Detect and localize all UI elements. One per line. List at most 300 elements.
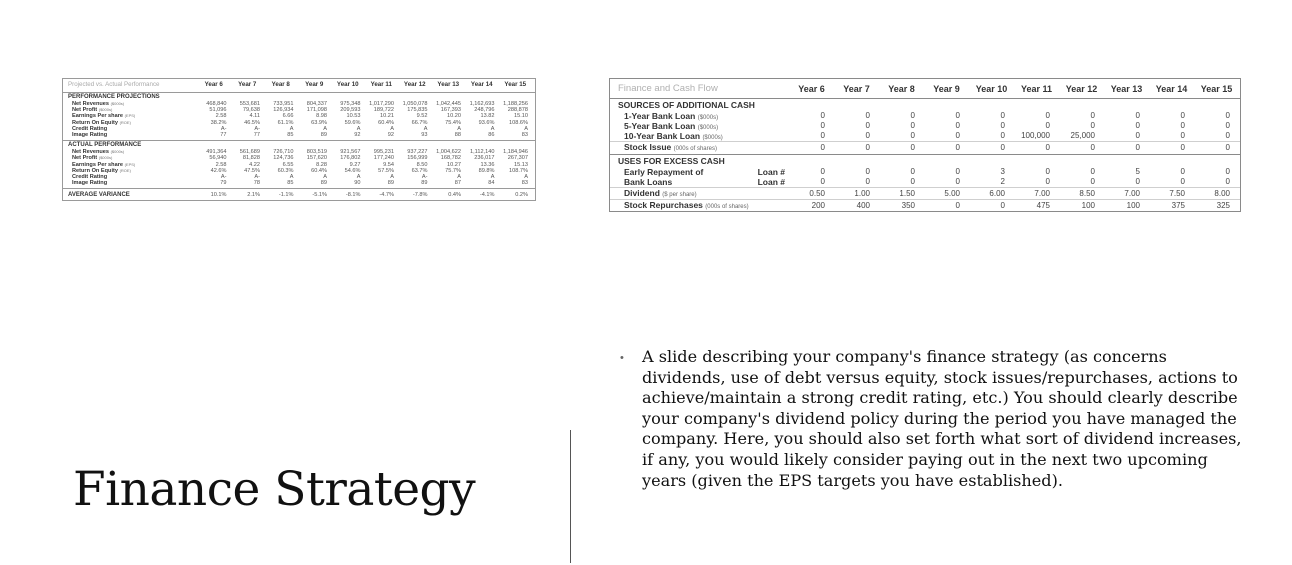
table-cell: 5.00 — [944, 189, 960, 198]
table-cell: 59.6% — [344, 119, 361, 126]
table-cell: 60.4% — [311, 167, 327, 174]
average-variance-label: AVERAGE VARIANCE — [68, 191, 130, 198]
table-cell: 15.10 — [514, 113, 528, 120]
table-cell: 108.6% — [509, 119, 528, 126]
table-cell: 0 — [1090, 121, 1095, 130]
table-cell: 8.50 — [416, 161, 428, 168]
table-cell: 0 — [1045, 143, 1050, 152]
table-cell: 89 — [387, 180, 394, 187]
table-cell: 200 — [811, 201, 825, 210]
row-label-text: Earnings Per share — [72, 113, 123, 120]
row-label — [610, 142, 789, 153]
table-cell: 8.28 — [316, 161, 327, 168]
row-label-text: Credit Rating — [72, 173, 108, 180]
table-cell: 0 — [910, 121, 915, 130]
slide-title: Finance Strategy — [73, 462, 476, 517]
table-cell: 0 — [1090, 111, 1095, 120]
table-cell: A — [490, 173, 495, 180]
table-cell: 475 — [1036, 201, 1050, 210]
table-cell: 553,681 — [239, 101, 260, 107]
table-cell: 1,004,622 — [436, 149, 461, 156]
table-cell: 400 — [856, 201, 870, 210]
table-cell: 2.58 — [215, 161, 227, 168]
table-cell: A — [524, 125, 528, 132]
table-cell: 9.52 — [416, 113, 428, 120]
table-cell: 60.3% — [277, 167, 294, 174]
table-cell: 4.11 — [249, 113, 260, 120]
table-cell: A — [323, 125, 327, 132]
table-cell: 89 — [421, 180, 428, 187]
row-label-text: Bank Loans — [624, 177, 673, 187]
row-unit: (EPS) — [124, 113, 136, 119]
row-label-text: Net Revenues — [72, 101, 109, 107]
row-label — [63, 132, 197, 138]
table-cell: 77 — [253, 131, 260, 138]
table-cell: 236,017 — [474, 155, 495, 162]
row-label — [610, 200, 789, 211]
table-cell: 0 — [1000, 121, 1005, 130]
table-cell: 0 — [955, 167, 960, 176]
table-cell: 66.7% — [411, 119, 428, 126]
table-cell: 0 — [820, 121, 825, 130]
table-cell: 93 — [421, 131, 428, 138]
table-cell: 0 — [910, 143, 915, 152]
table-cell: A- — [254, 173, 260, 180]
vertical-divider — [570, 430, 571, 563]
table-cell: 90 — [354, 180, 361, 187]
uses-rows — [610, 167, 1240, 211]
table-cell: A — [457, 125, 461, 132]
row-label-text: 1-Year Bank Loan — [624, 111, 696, 121]
table-cell: 1,017,290 — [369, 101, 394, 107]
performance-section — [63, 141, 535, 189]
table-cell: 176,802 — [340, 155, 361, 162]
table-cell: 83 — [521, 131, 528, 138]
year-header: Year 10 — [336, 81, 359, 89]
table-cell: 8.00 — [1214, 189, 1230, 198]
row-unit: ($000s) — [702, 135, 723, 141]
row-label — [610, 177, 789, 187]
table-cell: 0 — [955, 201, 960, 210]
table-cell: -7.8% — [412, 191, 428, 198]
table-cell: -8.1% — [345, 191, 361, 198]
table-cell: 0 — [1180, 111, 1185, 120]
table-cell: 995,231 — [373, 149, 394, 156]
table-cell: 1,050,078 — [402, 101, 428, 107]
table-cell: 0 — [910, 131, 915, 140]
table-cell: 7.00 — [1124, 189, 1140, 198]
table-cell: 7.00 — [1034, 189, 1050, 198]
row-unit: (000s of shares) — [705, 204, 749, 210]
table-row — [610, 121, 1240, 131]
year-header: Year 8 — [888, 83, 915, 94]
year-header: Year 15 — [504, 81, 527, 89]
average-variance-row — [63, 189, 535, 200]
table-cell: A- — [254, 125, 260, 132]
table-cell: 350 — [901, 201, 915, 210]
table-cell: 6.55 — [282, 161, 294, 168]
performance-table-body — [63, 93, 535, 189]
table-cell: 10.27 — [447, 161, 461, 168]
table-cell: 0 — [865, 143, 870, 152]
section-title: USES FOR EXCESS CASH — [618, 156, 725, 166]
table-cell: 0 — [955, 121, 960, 130]
row-label-text: Stock Repurchases — [624, 200, 703, 210]
table-cell: A — [490, 125, 495, 132]
table-cell: 0 — [865, 111, 870, 120]
table-cell: 937,227 — [407, 149, 428, 156]
finance-table-title: Finance and Cash Flow — [618, 83, 718, 94]
row-label-text: Net Revenues — [72, 149, 109, 156]
table-cell: 63.7% — [411, 167, 428, 174]
table-row — [610, 131, 1240, 141]
row-label — [610, 111, 789, 121]
row-unit: (ROE) — [119, 167, 131, 173]
table-cell: 177,240 — [373, 155, 394, 162]
table-cell: 1.00 — [854, 189, 870, 198]
row-label — [610, 121, 789, 131]
table-cell: 2 — [1000, 177, 1005, 186]
table-cell: A — [524, 173, 528, 180]
table-cell: 0 — [1180, 177, 1185, 186]
table-cell: 0 — [1180, 167, 1185, 176]
performance-table-header — [63, 79, 535, 93]
table-cell: 0 — [955, 131, 960, 140]
table-cell: 4.22 — [249, 161, 260, 168]
row-unit: ($000s) — [697, 115, 719, 121]
table-cell: 78 — [253, 180, 260, 187]
finance-table-header — [610, 79, 1240, 99]
table-cell: -4.7% — [379, 191, 394, 198]
table-cell: A- — [421, 173, 428, 180]
table-cell: 267,307 — [507, 155, 528, 162]
sources-of-cash-section — [610, 100, 1240, 155]
table-cell: 46.5% — [244, 119, 260, 126]
table-cell: 79 — [220, 180, 227, 187]
table-cell: 0 — [910, 167, 915, 176]
table-cell: 0 — [865, 131, 870, 140]
section-title: ACTUAL PERFORMANCE — [68, 142, 142, 149]
table-cell: 0 — [820, 167, 825, 176]
row-unit: ($000s) — [98, 155, 113, 161]
table-cell: 89 — [320, 131, 327, 138]
year-header: Year 12 — [1065, 83, 1098, 94]
table-cell: 25,000 — [1070, 131, 1095, 140]
table-cell: 8.98 — [316, 113, 327, 120]
table-cell: 85 — [287, 131, 294, 138]
table-cell: A — [289, 173, 294, 180]
row-label-text: Credit Rating — [72, 125, 108, 132]
row-label — [610, 188, 789, 199]
row-unit: (ROE) — [119, 119, 131, 125]
table-cell: 81,828 — [242, 155, 260, 162]
table-cell: 51,096 — [209, 107, 227, 114]
table-cell: 63.9% — [311, 119, 327, 126]
year-header: Year 10 — [975, 83, 1008, 94]
table-cell: 9.27 — [349, 161, 361, 168]
table-cell: 0 — [1000, 143, 1005, 152]
table-cell: 803,519 — [306, 149, 327, 156]
table-cell: 0 — [820, 143, 825, 152]
year-header: Year 12 — [403, 81, 426, 89]
table-cell: 0 — [1045, 177, 1050, 186]
row-label-text: 5-Year Bank Loan — [624, 121, 696, 131]
table-cell: 92 — [387, 131, 394, 138]
table-cell: 804,337 — [306, 101, 327, 107]
table-cell: 10.53 — [346, 113, 361, 120]
table-cell: 100 — [1081, 201, 1095, 210]
table-cell: 1,188,256 — [503, 101, 528, 107]
table-cell: -4.1% — [479, 191, 495, 198]
table-cell: 0.4% — [448, 191, 461, 198]
table-cell: 84 — [488, 180, 495, 187]
table-cell: 468,840 — [206, 101, 227, 107]
table-cell: 10.20 — [447, 113, 461, 120]
table-cell: 0 — [1135, 143, 1140, 152]
table-cell: 921,567 — [340, 149, 361, 156]
table-cell: 1.50 — [899, 189, 915, 198]
row-unit: ($000s) — [110, 149, 125, 155]
table-cell: 0 — [1045, 111, 1050, 120]
table-cell: A — [289, 125, 294, 132]
row-label-text: 10-Year Bank Loan — [624, 131, 701, 141]
row-unit: ($ per share) — [662, 192, 697, 198]
table-row — [610, 187, 1240, 199]
table-cell: 8.50 — [1079, 189, 1095, 198]
sources-rows — [610, 111, 1240, 153]
table-cell: 13.82 — [480, 113, 495, 120]
row-label — [610, 131, 789, 141]
table-cell: 124,736 — [273, 155, 294, 162]
table-cell: 561,689 — [239, 149, 260, 156]
table-cell: 85 — [287, 180, 294, 187]
table-cell: 75.7% — [445, 167, 461, 174]
table-cell: 0 — [1045, 167, 1050, 176]
table-cell: 733,951 — [273, 101, 294, 107]
table-cell: 0 — [1225, 143, 1230, 152]
year-header: Year 6 — [798, 83, 825, 94]
year-header: Year 8 — [271, 81, 290, 89]
table-row — [610, 141, 1240, 153]
performance-table-title: Projected vs. Actual Performance — [68, 81, 160, 89]
row-unit: (EPS) — [124, 161, 136, 167]
year-header: Year 9 — [933, 83, 960, 94]
year-header: Year 13 — [437, 81, 460, 89]
table-cell: 0.2% — [515, 191, 528, 198]
table-cell: 0 — [1225, 167, 1230, 176]
table-cell: 0 — [1135, 177, 1140, 186]
table-cell: 100,000 — [1021, 131, 1050, 140]
table-cell: 0 — [955, 177, 960, 186]
table-cell: 1,184,946 — [503, 149, 528, 156]
row-label-text: Early Repayment of — [624, 167, 704, 177]
table-cell: 0 — [1225, 177, 1230, 186]
table-cell: 491,364 — [206, 149, 227, 156]
row-label — [63, 180, 197, 186]
table-cell: 54.6% — [344, 167, 361, 174]
row-label-text: Return On Equity — [72, 167, 118, 174]
table-cell: 0 — [1090, 143, 1095, 152]
table-cell: 0 — [1045, 121, 1050, 130]
table-cell: 10.1% — [210, 191, 227, 198]
table-cell: 1,112,140 — [470, 149, 495, 156]
table-cell: 167,393 — [440, 107, 461, 114]
table-cell: 0 — [820, 111, 825, 120]
table-cell: 156,999 — [407, 155, 428, 162]
table-cell: 3 — [1000, 167, 1005, 176]
table-cell: 56,940 — [209, 155, 227, 162]
table-cell: 89.8% — [478, 167, 495, 174]
table-cell: 0 — [865, 177, 870, 186]
row-label-text: Net Profit — [72, 107, 98, 114]
table-cell: A- — [220, 125, 227, 132]
table-cell: 0 — [1000, 201, 1005, 210]
table-cell: 726,710 — [273, 149, 294, 156]
table-cell: 0 — [1135, 111, 1140, 120]
table-cell: A — [356, 173, 361, 180]
table-cell: A — [423, 125, 428, 132]
performance-section — [63, 93, 535, 141]
table-cell: 83 — [521, 180, 528, 187]
table-cell: 1,042,445 — [436, 101, 461, 107]
row-unit: ($000s) — [98, 107, 113, 113]
table-cell: 0 — [865, 121, 870, 130]
table-cell: 79,638 — [242, 107, 260, 114]
table-cell: 1,162,693 — [469, 101, 495, 107]
row-label-text: Image Rating — [72, 180, 108, 187]
table-cell: -5.1% — [312, 191, 327, 198]
table-cell: 0 — [865, 167, 870, 176]
row-label-text: Dividend — [624, 188, 660, 198]
uses-of-cash-section — [610, 156, 1240, 211]
table-cell: 75.4% — [445, 119, 461, 126]
table-cell: 0 — [1000, 111, 1005, 120]
year-header: Year 14 — [470, 81, 493, 89]
table-cell: 88 — [454, 131, 461, 138]
table-cell: 0 — [1180, 121, 1185, 130]
section-title: SOURCES OF ADDITIONAL CASH — [618, 100, 755, 110]
table-cell: 0.50 — [809, 189, 825, 198]
table-row — [63, 180, 535, 186]
table-cell: 189,722 — [373, 107, 394, 114]
table-cell: 2.58 — [215, 113, 227, 120]
row-label-text: Earnings Per share — [72, 161, 123, 168]
table-cell: A — [390, 173, 394, 180]
row-label-text: Stock Issue — [624, 142, 672, 152]
table-cell: 89 — [320, 180, 327, 187]
table-row — [610, 167, 1240, 177]
table-cell: 77 — [220, 131, 227, 138]
table-cell: A — [390, 125, 394, 132]
table-cell: 6.66 — [282, 113, 294, 120]
table-cell: 975,348 — [340, 101, 361, 107]
table-cell: 288,878 — [507, 107, 528, 114]
table-cell: 126,934 — [273, 107, 294, 114]
table-row — [610, 111, 1240, 121]
table-cell: 0 — [910, 111, 915, 120]
year-header: Year 7 — [238, 81, 257, 89]
table-cell: 0 — [1225, 121, 1230, 130]
section-title: PERFORMANCE PROJECTIONS — [68, 94, 160, 100]
table-cell: 13.36 — [480, 161, 495, 168]
table-cell: 5 — [1135, 167, 1140, 176]
year-header: Year 6 — [204, 81, 223, 89]
table-cell: 0 — [1135, 121, 1140, 130]
table-cell: 100 — [1126, 201, 1140, 210]
table-cell: 0 — [955, 111, 960, 120]
table-cell: A — [323, 173, 327, 180]
table-cell: A — [356, 125, 361, 132]
table-cell: 93.6% — [478, 119, 495, 126]
table-row — [610, 177, 1240, 187]
year-header: Year 14 — [1155, 83, 1188, 94]
year-header: Year 7 — [843, 83, 870, 94]
performance-table — [62, 78, 536, 201]
table-cell: 209,593 — [340, 107, 361, 114]
table-row — [63, 132, 535, 138]
year-header: Year 11 — [370, 81, 392, 89]
table-cell: 47.5% — [244, 167, 260, 174]
table-cell: 168,782 — [440, 155, 461, 162]
table-cell: 15.13 — [514, 161, 528, 168]
table-cell: A- — [220, 173, 227, 180]
table-cell: 175,835 — [407, 107, 428, 114]
bullet-icon: • — [620, 352, 624, 364]
table-cell: 248,796 — [474, 107, 495, 114]
row-unit: ($000s) — [110, 101, 125, 106]
table-cell: 61.1% — [277, 119, 294, 126]
row-label — [610, 167, 789, 177]
table-cell: 0 — [1225, 131, 1230, 140]
table-cell: A — [457, 173, 461, 180]
row-label-text: Net Profit — [72, 155, 98, 162]
table-cell: 171,098 — [306, 107, 327, 114]
table-cell: 0 — [820, 177, 825, 186]
table-cell: 57.5% — [378, 167, 394, 174]
table-cell: 0 — [910, 177, 915, 186]
table-row — [610, 199, 1240, 211]
table-cell: -1.1% — [278, 191, 294, 198]
row-unit: (000s of shares) — [673, 146, 717, 152]
table-cell: 0 — [1225, 111, 1230, 120]
row-label-text: Return On Equity — [72, 119, 118, 126]
loan-number-label: Loan # — [757, 177, 785, 187]
bullet-text: A slide describing your company's finance strategy (as concerns dividends, use of debt versus equity, stock issues/repurchases, actions to achieve/maintain a strong credit rating, etc.) You should clearly describe your company's dividend policy during the period you have managed the company. Here, you should also set forth what sort of dividend increases, if any, you would likely consider paying out in the next two upcoming years (given the EPS targets you have established). — [642, 347, 1242, 490]
table-cell: 0 — [820, 131, 825, 140]
table-cell: 0 — [1090, 177, 1095, 186]
table-cell: 92 — [354, 131, 361, 138]
loan-number-label: Loan # — [757, 167, 785, 177]
table-cell: 9.54 — [383, 161, 394, 168]
table-cell: 38.2% — [210, 119, 227, 126]
table-cell: 6.00 — [989, 189, 1005, 198]
year-header: Year 13 — [1110, 83, 1143, 94]
table-cell: 0 — [955, 143, 960, 152]
table-cell: 108.7% — [509, 167, 528, 174]
finance-cash-flow-table — [609, 78, 1241, 212]
table-cell: 0 — [1135, 131, 1140, 140]
table-cell: 86 — [488, 131, 495, 138]
row-unit: ($000s) — [697, 125, 719, 131]
table-cell: 0 — [1180, 143, 1185, 152]
table-cell: 375 — [1171, 201, 1185, 210]
table-cell: 0 — [1180, 131, 1185, 140]
table-cell: 42.6% — [210, 167, 227, 174]
table-cell: 325 — [1216, 201, 1230, 210]
table-cell: 10.21 — [380, 113, 394, 120]
row-label-text: Image Rating — [72, 131, 108, 138]
table-cell: 0 — [1000, 131, 1005, 140]
